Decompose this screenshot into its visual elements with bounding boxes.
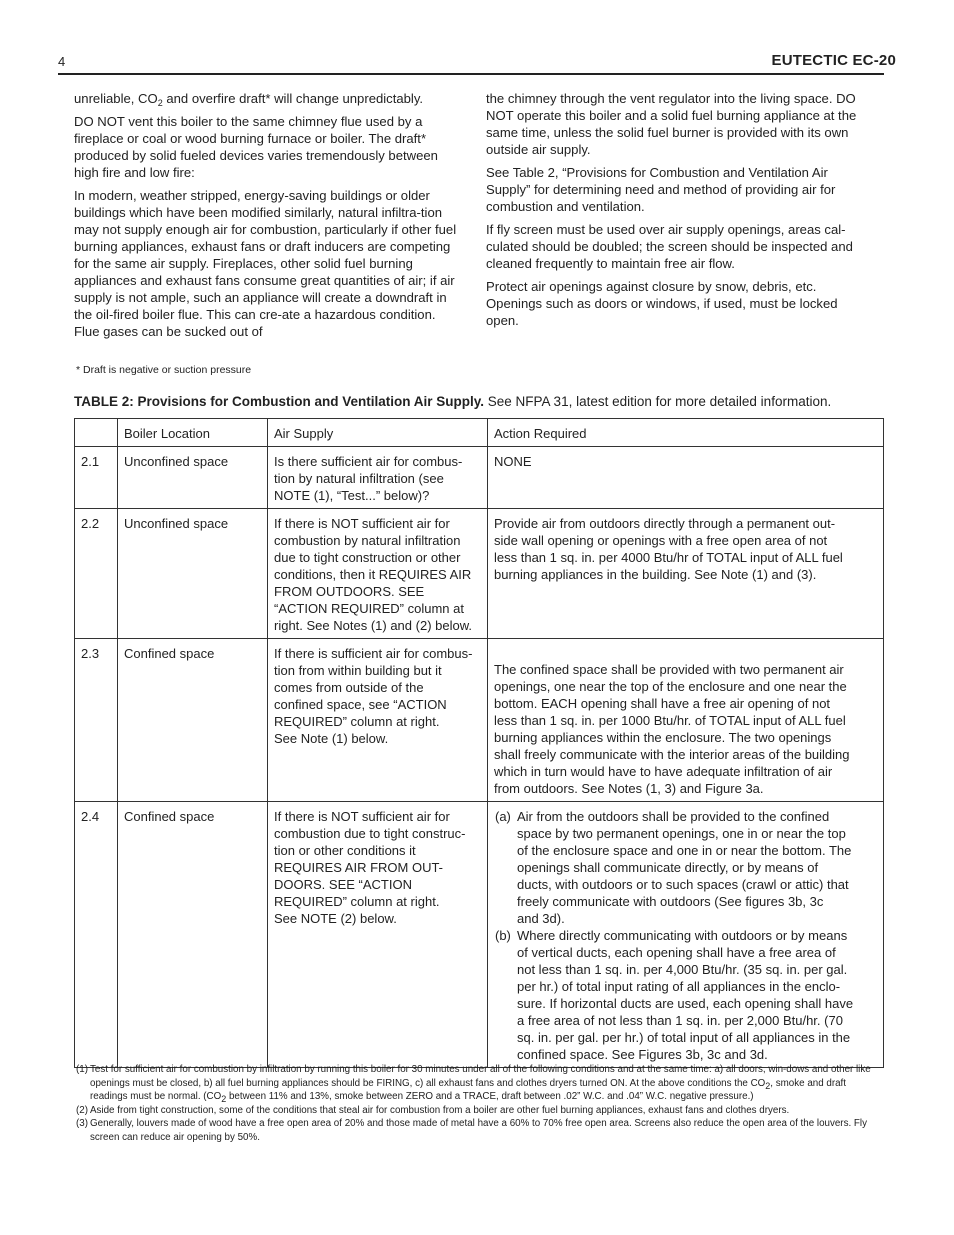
right-paragraph-4: Protect air openings against closure by snow, debris, etc. Openings such as doors or windows, if used, must be locked open. <box>486 279 838 328</box>
header-number <box>75 419 118 447</box>
action-item <box>494 808 878 927</box>
action-item-marker: (b) <box>495 928 511 943</box>
right-paragraph-2: See Table 2, “Provisions for Combustion and Ventilation Air Supply” for determining need and method of providing air for combustion and ventilation. <box>486 165 836 214</box>
row-location: Confined space <box>118 639 268 802</box>
right-paragraph-1: the chimney through the vent regulator into the living space. DO NOT operate this boiler and a solid fuel burning appliance at the same time, unless the solid fuel burner is provided with its own outside air supply. <box>486 91 857 157</box>
row-location: Confined space <box>118 802 268 1068</box>
table-row <box>75 447 884 509</box>
footnote-2: (2) Aside from tight construction, some of the conditions that steal air for combustion from a boiler are other fuel burning appliances, exhaust fans and clothes dryers. <box>76 1104 790 1116</box>
table-header-row <box>75 419 884 447</box>
footnote-3: (3) Generally, louvers made of wood have a free open area of 20% and those made of metal have a 60% to 70% free open area. Screens also reduce the open area of the louvers. Fly screen can reduce air opening by 50%. <box>76 1118 867 1143</box>
table-caption <box>74 394 894 409</box>
row-air-supply: If there is NOT sufficient air for combustion by natural infiltration due to tight construction or other conditions, then it REQUIRES AIR FROM OUTDOORS. SEE “ACTION REQUIRED” column at right. See Notes (1) and (2) below. <box>268 509 488 639</box>
action-item-text: Where directly communicating with outdoors or by means of vertical ducts, each opening shall have a free area of not less than 1 sq. in. per 4,000 Btu/hr. (35 sq. in. per gal. per hr.) of total input rating of all appliances in the enclo- sure. If horizontal ducts are used, each opening shall have a free area of not less than 1 sq. in. per 2,000 Btu/hr. (70 sq. in. per gal. per hr.) of total input of all appliances in the confined space. See Figures 3b, 3c and 3d. <box>517 928 854 1062</box>
action-item <box>494 927 878 1063</box>
table-row <box>75 509 884 639</box>
row-number: 2.4 <box>75 802 118 1068</box>
row-action <box>488 802 884 1068</box>
draft-footnote: * Draft is negative or suction pressure <box>76 364 252 376</box>
header-air-supply: Air Supply <box>268 419 488 447</box>
page-number: 4 <box>58 54 66 69</box>
row-number: 2.1 <box>75 447 118 509</box>
table-caption-title: TABLE 2: Provisions for Combustion and Ventilation Air Supply. <box>74 394 485 409</box>
row-number: 2.2 <box>75 509 118 639</box>
table-caption-note: See NFPA 31, latest edition for more detailed information. <box>484 394 832 409</box>
table-row <box>75 802 884 1068</box>
document-title: EUTECTIC EC-20 <box>771 52 896 69</box>
header-action-required: Action Required <box>488 419 884 447</box>
row-air-supply: Is there sufficient air for combus- tion by natural infiltration (see NOTE (1), “Test...” below)? <box>268 447 488 509</box>
row-action: Provide air from outdoors directly through a permanent out- side wall opening or openings with a free open area of not less than 1 sq. in. per 4000 Btu/hr of TOTAL input of ALL fuel burning appliances in the building. See Note (1) and (3). <box>488 509 884 639</box>
air-supply-table <box>74 418 884 1068</box>
action-item-marker: (a) <box>495 809 511 824</box>
action-list <box>494 808 878 1063</box>
footnote-1: (1) Test for sufficient air for combustion by infiltration by running this boiler for 30 minutes under all of the following conditions and at the same time: a) all doors, win-dows and other like openings must be closed, b) all fuel burning appliances should be FIRING, c) all exhaust fans and clothes dryers turned ON. At the above conditions the $CO_2$, smoke and draft readings must be normal. ($CO_2$ between 11% and 13%, smoke between ZERO and a TRACE, draft between .02” W.C. and .04” W.C. negative pressure.) <box>76 1064 871 1104</box>
table-footnotes <box>76 1063 882 1144</box>
row-air-supply: If there is NOT sufficient air for combustion due to tight construc- tion or other conditions it REQUIRES AIR FROM OUT- DOORS. SEE “ACTION REQUIRED” column at right. See NOTE (2) below. <box>268 802 488 1068</box>
header-rule <box>58 73 884 75</box>
row-action: NONE <box>488 447 884 509</box>
left-column <box>74 90 458 346</box>
action-item-text: Air from the outdoors shall be provided to the confined space by two permanent openings, one in or near the top of the enclosure space and one in or near the bottom. The openings shall communicate directly, or by means of ducts, with outdoors or to such spaces (crawl or attic) that freely communicate with outdoors (See figures 3b, 3c and 3d). <box>517 809 852 926</box>
left-paragraph-1: unreliable, $CO_2$ and overfire draft* will change unpredictably. <box>74 91 424 108</box>
row-action: The confined space shall be provided with two permanent air openings, one near the top of the enclosure and one near the bottom. EACH opening shall have a free air opening of not less than 1 sq. in. per 1000 Btu/hr. of TOTAL input of ALL fuel burning appliances within the enclosure. The two openings shall freely communicate with the interior areas of the building which in turn would have to have adequate infiltration of air from outdoors. See Notes (1, 3) and Figure 3a. <box>488 639 884 802</box>
row-location: Unconfined space <box>118 447 268 509</box>
header-boiler-location: Boiler Location <box>118 419 268 447</box>
right-paragraph-3: If fly screen must be used over air supply openings, areas cal-culated should be doubled; the screen should be inspected and cleaned frequently to maintain free air flow. <box>486 222 853 271</box>
left-paragraph-3: In modern, weather stripped, energy-saving buildings or older buildings which have been modified similarly, natural infiltra-tion may not supply enough air for combustion, particularly if other fuel burning appliances, exhaust fans or draft inducers are competing for the same air supply. Fireplaces, other solid fuel burning appliances and exhaust fans consume great quantities of air; if air supply is not ample, such an appliance will create a downdraft in the oil-fired boiler flue. This can cre-ate a hazardous condition. Flue gases can be sucked out of <box>74 188 457 339</box>
table-row <box>75 639 884 802</box>
row-number: 2.3 <box>75 639 118 802</box>
row-location: Unconfined space <box>118 509 268 639</box>
right-column <box>486 90 870 335</box>
row-air-supply: If there is sufficient air for combus- tion from within building but it comes from outside of the confined space, see “ACTION REQUIRED” column at right. See Note (1) below. <box>268 639 488 802</box>
left-paragraph-2: DO NOT vent this boiler to the same chimney flue used by a fireplace or coal or wood burning furnace or boiler. The draft* produced by solid fueled devices varies tremendously between high fire and low fire: <box>74 114 438 180</box>
